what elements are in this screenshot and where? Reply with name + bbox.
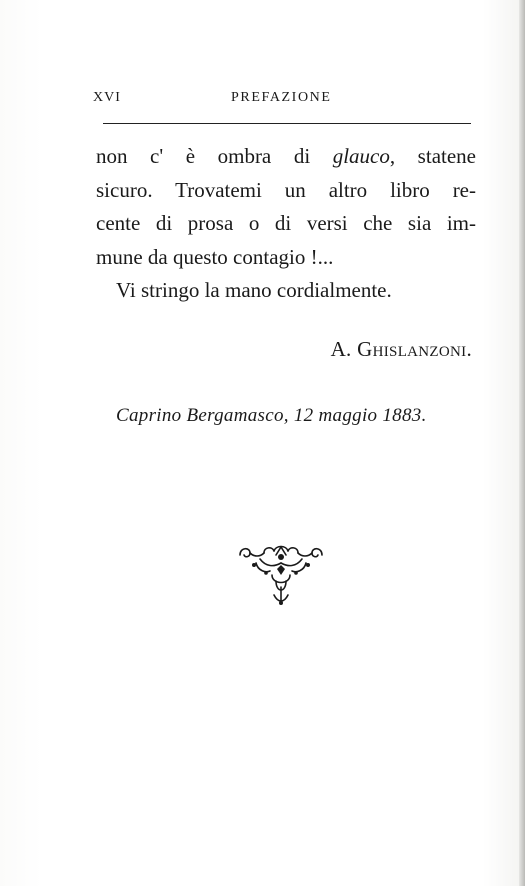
body-line-4: mune da questo contagio !... xyxy=(96,244,334,269)
header-rule xyxy=(103,123,471,124)
body-line-5: Vi stringo la mano cordialmente. xyxy=(116,278,392,302)
signature: A. Ghislanzoni. xyxy=(330,337,472,361)
body-line-1-start: non c' è ombra di xyxy=(96,144,333,168)
page-number: XVI xyxy=(93,90,121,105)
body-line-3: cente di prosa o di versi che sia im- xyxy=(96,211,476,235)
page-header xyxy=(93,90,473,110)
running-head: PREFAZIONE xyxy=(231,90,332,105)
body-line-2: sicuro. Trovatemi un altro libro re- xyxy=(96,177,476,202)
page-edge xyxy=(519,0,525,886)
dateline: Caprino Bergamasco, 12 maggio 1883. xyxy=(116,405,427,426)
body-line-1 xyxy=(96,140,476,174)
body-paragraph xyxy=(96,140,476,308)
floral-ornament-icon xyxy=(236,543,326,607)
body-line-1-end: , statene xyxy=(389,144,476,168)
italic-word: glauco xyxy=(332,144,390,168)
